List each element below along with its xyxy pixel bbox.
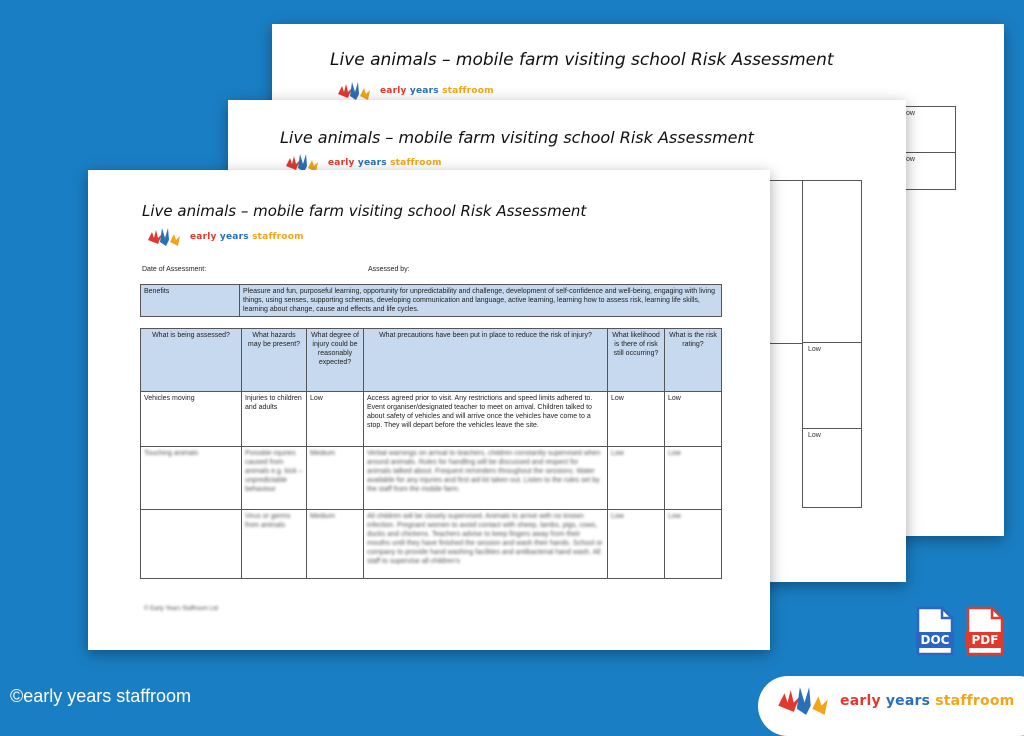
doc-document-icon [916, 606, 954, 656]
doc-label: DOC [920, 633, 950, 647]
column-header: What precautions have been put in place to reduce the risk of injury? [364, 329, 608, 392]
logo-text [328, 158, 442, 168]
cell-likelihood: Low [608, 447, 665, 510]
logo-word-early: early [380, 86, 407, 96]
cell-likelihood: Low [608, 392, 665, 447]
cell-rating: Low [665, 510, 722, 579]
column-header: What is being assessed? [141, 329, 242, 392]
sheet-footer: © Early Years Staffroom Ltd [144, 606, 219, 612]
logo-word-early: early [190, 232, 217, 242]
table-cell [802, 180, 862, 344]
brand-badge [758, 676, 1024, 736]
cell-text: Low [808, 432, 821, 439]
cell-degree: Medium [307, 447, 364, 510]
hands-logo-icon [334, 80, 374, 102]
cell-degree: Low [307, 392, 364, 447]
cell-precautions: All children will be closely supervised. Animals to arrive with no known infection. Pregnant women to avoid contact with sheep, lambs, pigs, cows, ducks and chickens. Teachers advise to keep fingers away from their mouths until they have finished the session and wash their hands. School or company to provide hand washing facilities and antibacterial hand wash. All staff to supervise all children's [364, 510, 608, 579]
column-header: What degree of injury could be reasonably expected? [307, 329, 364, 392]
column-header: What is the risk rating? [665, 329, 722, 392]
column-header: What hazards may be present? [242, 329, 307, 392]
logo-word-early: early [328, 158, 355, 168]
cell-hazards: Possible injuries caused from animals e.g. kick – unpredictable behaviour [242, 447, 307, 510]
cell-assessed: Touching animals [141, 447, 242, 510]
cell-likelihood: Low [608, 510, 665, 579]
logo-word-years: years [409, 86, 439, 96]
front-sheet [88, 170, 770, 650]
cell-rating: Low [665, 392, 722, 447]
cell-hazards: Injuries to children and adults [242, 392, 307, 447]
pdf-document-icon [966, 606, 1004, 656]
table-row [141, 447, 722, 510]
table-cell [802, 428, 862, 508]
table-row [141, 510, 722, 579]
cell-rating: Low [665, 447, 722, 510]
hands-logo-icon [772, 684, 834, 718]
cell-text: ow [906, 110, 915, 117]
cell-hazards: Virus or germs from animals [242, 510, 307, 579]
date-of-assessment-label: Date of Assessment: [142, 266, 207, 273]
column-header: What likelihood is there of risk still occurring? [608, 329, 665, 392]
sheet-title: Live animals – mobile farm visiting school Risk Assessment [280, 128, 754, 147]
benefits-label: Benefits [141, 285, 240, 317]
logo-word-years: years [219, 232, 249, 242]
hands-logo-icon [144, 226, 184, 248]
cell-text: Low [808, 346, 821, 353]
cell-degree: Medium [307, 510, 364, 579]
benefits-table [140, 284, 722, 317]
table-cell [802, 342, 862, 430]
logo [144, 226, 304, 248]
pdf-label: PDF [971, 633, 999, 647]
cell-assessed [141, 510, 242, 579]
logo-word-staffroom: staffroom [252, 232, 304, 242]
assessed-by-label: Assessed by: [368, 266, 410, 273]
sheet-title: Live animals – mobile farm visiting school Risk Assessment [142, 202, 587, 220]
logo-word-early: early [840, 693, 881, 709]
cell-precautions: Verbal warnings on arrival to teachers, children constantly supervised when around animals. Rules for handling will be discussed and respect for animals talked about. Frequent reminders throughout the sessions. Water available for any injuries and first aid kit taken out. Listen to the rules set by the staff from the mobile farm. [364, 447, 608, 510]
pdf-file-icon[interactable] [966, 606, 1004, 656]
logo-word-staffroom: staffroom [935, 693, 1015, 709]
cell-text: ow [906, 156, 915, 163]
table-header-row [141, 329, 722, 392]
logo-word-years: years [885, 693, 931, 709]
logo-text [380, 86, 494, 96]
logo-word-staffroom: staffroom [442, 86, 494, 96]
logo-word-staffroom: staffroom [390, 158, 442, 168]
logo [772, 684, 1014, 718]
logo [334, 80, 494, 102]
doc-file-icon[interactable] [916, 606, 954, 656]
logo-text [190, 232, 304, 242]
copyright-text: ©early years staffroom [10, 686, 191, 706]
table-row [141, 392, 722, 447]
cell-assessed: Vehicles moving [141, 392, 242, 447]
logo-word-years: years [357, 158, 387, 168]
logo-text [840, 693, 1014, 709]
benefits-text: Pleasure and fun, purposeful learning, opportunity for unpredictability and challenge, development of self-confidence and well-being, engaging with living things, using senses, supporting schemas, developing communication and language, active learning, learning how to assess risk, learning life skills, learning about change, cause and effects and life cycles. [240, 285, 722, 317]
risk-table [140, 328, 722, 579]
cell-precautions: Access agreed prior to visit. Any restrictions and speed limits adhered to. Event organiser/designated teacher to meet on arrival. Children talked to about safety of vehicles and will arrive once the vehicles have come to a stop. They will depart before the vehicles leave the site. [364, 392, 608, 447]
sheet-title: Live animals – mobile farm visiting school Risk Assessment [330, 50, 834, 70]
